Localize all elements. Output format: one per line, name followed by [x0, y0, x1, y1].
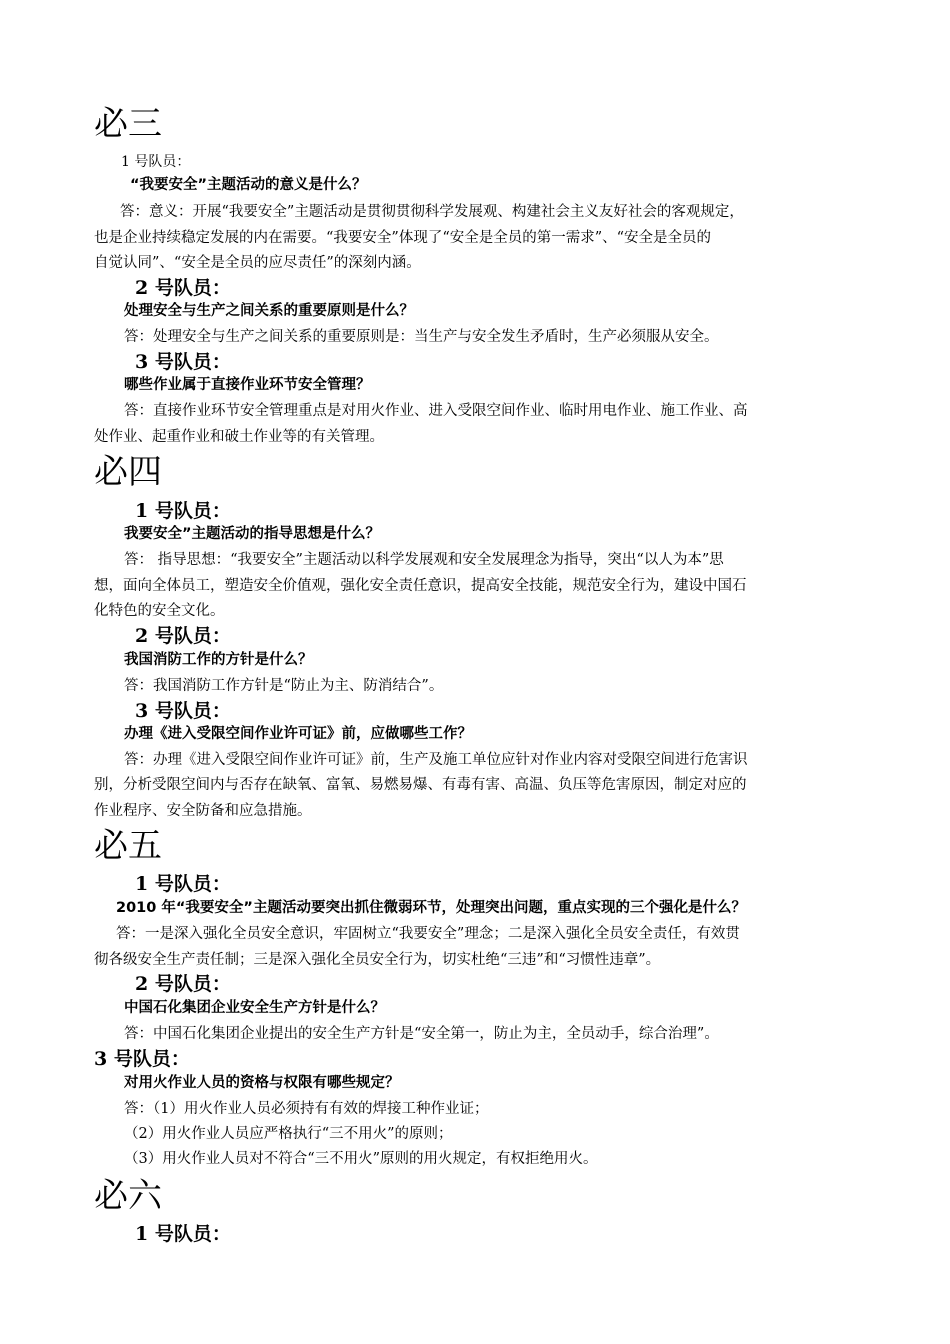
answer-line: 化特色的安全文化。 [94, 603, 225, 619]
answer-line: 答：（1）用火作业人员必须持有有效的焊接工种作业证； [124, 1101, 489, 1117]
member-label: 1 号队员： [121, 154, 191, 170]
member-label: 1 号队员： [135, 873, 231, 895]
answer-line: 答：处理安全与生产之间关系的重要原则是：当生产与安全发生矛盾时，生产必须服从安全。 [124, 329, 719, 345]
answer-line: 答：意义：开展“我要安全”主题活动是贯彻贯彻科学发展观、构建社会主义友好社会的客观规定， [120, 204, 744, 220]
answer-line: 自觉认同”、“安全是全员的应尽责任”的深刻内涵。 [94, 255, 421, 271]
answer-line: 想，面向全体员工，塑造安全价值观，强化安全责任意识，提高安全技能，规范安全行为，建设中国石 [94, 578, 747, 594]
member-label: 2 号队员： [135, 973, 231, 995]
member-label: 1 号队员： [135, 500, 231, 522]
answer-line: 答：直接作业环节安全管理重点是对用火作业、进入受限空间作业、临时用电作业、施工作业、高 [124, 403, 748, 419]
section-title-bi-wu: 必五 [94, 826, 162, 866]
answer-line: 别，分析受限空间内与否存在缺氧、富氧、易燃易爆、有毒有害、高温、负压等危害原因，制定对应的 [94, 777, 747, 793]
answer-line: 答：我国消防工作方针是“防止为主、防消结合”。 [124, 678, 444, 694]
answer-line: （3）用火作业人员对不符合“三不用火”原则的用火规定，有权拒绝用火。 [124, 1151, 598, 1167]
answer-line: 也是企业持续稳定发展的内在需要。“我要安全”体现了“安全是全员的第一需求”、“安全是全员的 [94, 230, 712, 246]
member-label: 2 号队员： [135, 277, 231, 299]
answer-line: 答：办理《进入受限空间作业许可证》前，生产及施工单位应针对作业内容对受限空间进行危害识 [124, 752, 748, 768]
question: 哪些作业属于直接作业环节安全管理？ [124, 377, 371, 393]
section-title-bi-si: 必四 [94, 452, 162, 492]
member-label: 3 号队员： [94, 1048, 190, 1070]
answer-line: 作业程序、安全防备和应急措施。 [94, 803, 312, 819]
section-title-bi-san: 必三 [94, 104, 162, 144]
section-title-bi-liu: 必六 [94, 1176, 162, 1216]
member-label: 2 号队员： [135, 625, 231, 647]
question: 我要安全”主题活动的指导思想是什么？ [124, 526, 381, 542]
question: 办理《进入受限空间作业许可证》前，应做哪些工作？ [124, 726, 472, 742]
question: 2010 年“我要安全”主题活动要突出抓住微弱环节，处理突出问题，重点实现的三个强化是什么？ [116, 900, 746, 916]
answer-line: 处作业、起重作业和破土作业等的有关管理。 [94, 429, 384, 445]
member-label: 1 号队员： [135, 1223, 231, 1245]
question: “我要安全”主题活动的意义是什么？ [130, 177, 367, 193]
answer-line: 答：一是深入强化全员安全意识，牢固树立“我要安全”理念；二是深入强化全员安全责任，有效贯 [116, 926, 740, 942]
answer-line: （2）用火作业人员应严格执行“三不用火”的原则； [124, 1126, 453, 1142]
question: 中国石化集团企业安全生产方针是什么？ [124, 1000, 385, 1016]
question: 我国消防工作的方针是什么？ [124, 652, 313, 668]
answer-line: 答： 指导思想：“我要安全”主题活动以科学发展观和安全发展理念为指导，突出“以人为本”思 [124, 552, 724, 568]
question: 处理安全与生产之间关系的重要原则是什么？ [124, 303, 414, 319]
answer-line: 答：中国石化集团企业提出的安全生产方针是“安全第一，防止为主，全员动手，综合治理”。 [124, 1026, 719, 1042]
question: 对用火作业人员的资格与权限有哪些规定？ [124, 1075, 400, 1091]
member-label: 3 号队员： [135, 700, 231, 722]
member-label: 3 号队员： [135, 351, 231, 373]
answer-line: 彻各级安全生产责任制；三是深入强化全员安全行为，切实杜绝“三违”和“习惯性违章”。 [94, 952, 661, 968]
